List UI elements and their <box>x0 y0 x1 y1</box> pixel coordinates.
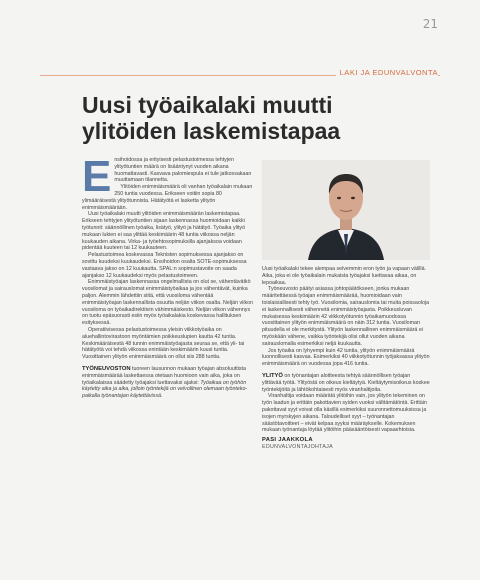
article-paragraph-2: Ylitöiden enimmäismäärä oli vanhan työaikalain mukaan 250 tuntia vuodessa. Erikseen voitiin sopia 80 ylimääräisestä ylityötunnista. Hätätyötä ei lasketta ylityön enimmäismäärään. <box>82 184 253 211</box>
right-paragraph-4: YLITYÖ on työnantajan aloitteesta tehtyä säännöllisen työajan ylittävää työtä. Ylityöstä on oikeus kieltäytyä. Kieltäytymisoikeus koskee työntekijöitä ja lähtökohtaisesti myös viranhaltijoita. <box>262 372 430 393</box>
lead-in-bold-ylityo: YLITYÖ <box>262 372 283 379</box>
author-photo <box>262 160 430 260</box>
article-paragraph-7: TYÖNEUVOSTON tuoreen lausunnon mukaan työajan absoluuttista enimmäismäärää laskettaessa otetaan huomioon vain aika, joka on työaikalaissa säädetty työajaksi luettavaksi ajaksi: Työaikaa on työhön käytetty aika ja aika, jolloin työntekijä on velvollinen olemaan työntekopaikalla työnantajan käytettävissä. <box>82 365 248 400</box>
right-paragraph-5: Viranhaltija voidaan määrätä ylitöihin vain, jos ylityön tekeminen on työn laadun ja erittäin pakottavien syiden vuoksi välttämätöntä. Erittäin pakottavat syyt voivat olla käsillä esimerkiksi suuronnettomuuksissa ja isojen myrskyjen aikana. Taloudelliset syyt – työnantajan säästötavoitteet – eivät kelpaa syyksi määräykselle. Kokemuksen mukaan työnantaja löytää ylitöihin pääsääntöisesti vapaaehtoisia. <box>262 393 427 434</box>
right-paragraph-1: Uusi työaikalaki tekee alempaa selvemmin eron työn ja vapaan välillä. Aika, joka ei ole työaikalain mukaista työajaksi luettavaa aikaa, on lepoaikaa. <box>262 266 426 286</box>
article-paragraph-6: Operatiivisessa pelastustoimessa yleisin viikkotyöaika on aluehallintovirastoon myöntämien poikkeuslupien kautta 42 tuntia. Keskimääräisestä 48 tunnin enimmäistyöajasta seuraa se, että yli- tai hätätyötä voi tehdä viikossa enintään keskimäärin kuusi tuntia. Vuosittainen ylityön enimmäismäärä on ollut siis 288 tuntia. <box>82 326 245 361</box>
article-paragraph-3: Uusi työaikalaki muutti ylitöiden enimmäismäärän laskemistapaa. Erikseen tehtyjen ylityötuntien sijaan laskennassa huomioidaan kaikki työtunnit: säännöllinen työaika, lisätyö, ylityö ja hätätyö. Työaika ylityö mukaan lukien ei saa ylittää keskimäärin 48 tuntia viikossa neljän kuukauden aikana. Virka- ja työehtosopimuksilla ajanjaksoa voidaan pidentää kuuteen tai 12 kuukauteen. <box>82 211 246 252</box>
author-name: PASI JAAKKOLA <box>262 437 313 444</box>
page-number: 21 <box>422 17 438 31</box>
section-header <box>40 66 440 84</box>
section-label: LAKI JA EDUNVALVONTA <box>336 68 438 77</box>
article-headline: Uusi työaikalaki muutti ylitöiden laskemistapaa <box>82 92 341 144</box>
article-column-right <box>262 266 430 451</box>
portrait-image <box>262 160 430 260</box>
article-paragraph-4: Pelastustoimea koskevassa Teknisten sopimuksessa ajanjakso on sovittu kuudeksi kuukaudeksi. Ensihoidon osalta SOTE-sopimuksessa vastaava jakso on 12 kuukautta. SPAL:n sopimustavoite on saada ajanjakso 12 kuukaudeksi myös pelastustoimeen. <box>82 252 247 279</box>
author-signature <box>262 437 430 451</box>
article-column-left <box>82 152 254 400</box>
author-title: EDUNVALVONTAJOHTAJA <box>262 443 333 450</box>
right-paragraph-2: Työneuvosto päätyi asiassa johtopäätökseen, jonka mukaan määritettäessä työajan enimmäismäärää, huomioidaan vain toislaisiallisesti tehty työ. Vuosilomia, sairauslomia tai muita poissaoloja ei laskennallisesti vähennetä enimmäistyöajasta. Poikkeusluvan mukaisessa keskimäärin 42 viikkotyötunnin työaikamuodossa vuosittainen ylityön enimmäismäärä on näin 312 tuntia. Vuosiloman pituudella ei ole merkitystä. Ylityön laskennallinen enimmäismäärä ei myöskään vähene, vaikka työntekijä olisi ollut vuoden aikana sairauslomalla esimerkiksi neljä kuukautta. <box>262 286 430 347</box>
dropcap: E <box>82 152 112 201</box>
article-paragraph-5: Enimmäistyöajan laskennassa ongelmallista on olut se, vähentävätkö vuosilomat ja sairauslomat enimmäistyöaikaa ja jos vähentävät, kuinka paljon. Alemmin lähdettiin siitä, että vuosiloma vähentää enimmäistyöajan laskennallista osuutta neljän viikon osalta. Neljän viikon vuosiloma on työaikadirektiivin vähimmäiskesto. Neljän viikon vähennys on tuotu epäsuorasti esiin myös työaikalakia koskevassa hallituksen esityksessä. <box>82 279 254 327</box>
lead-in-bold: TYÖNEUVOSTON <box>82 365 131 372</box>
article-paragraph-1: Ensihoidossa ja erityisesti pelastustoimessa tehtyjen ylityötuntien määrä on lisääntynyt vuoden aikana huomattavasti. Kasvava palomiespula ei tule jatkossakaan muuttamaan tilannetta. <box>82 152 252 201</box>
right-paragraph-3: Jos työaika on lyhyempi kuin 42 tuntia, ylityön enimmäismäärä luonnollisesti kasvaa. Esimerkiksi 40 viikkotyötunnin työjaksassa ylityön enimmäismäärä on vuodessa jopa 416 tuntia. <box>262 347 430 368</box>
